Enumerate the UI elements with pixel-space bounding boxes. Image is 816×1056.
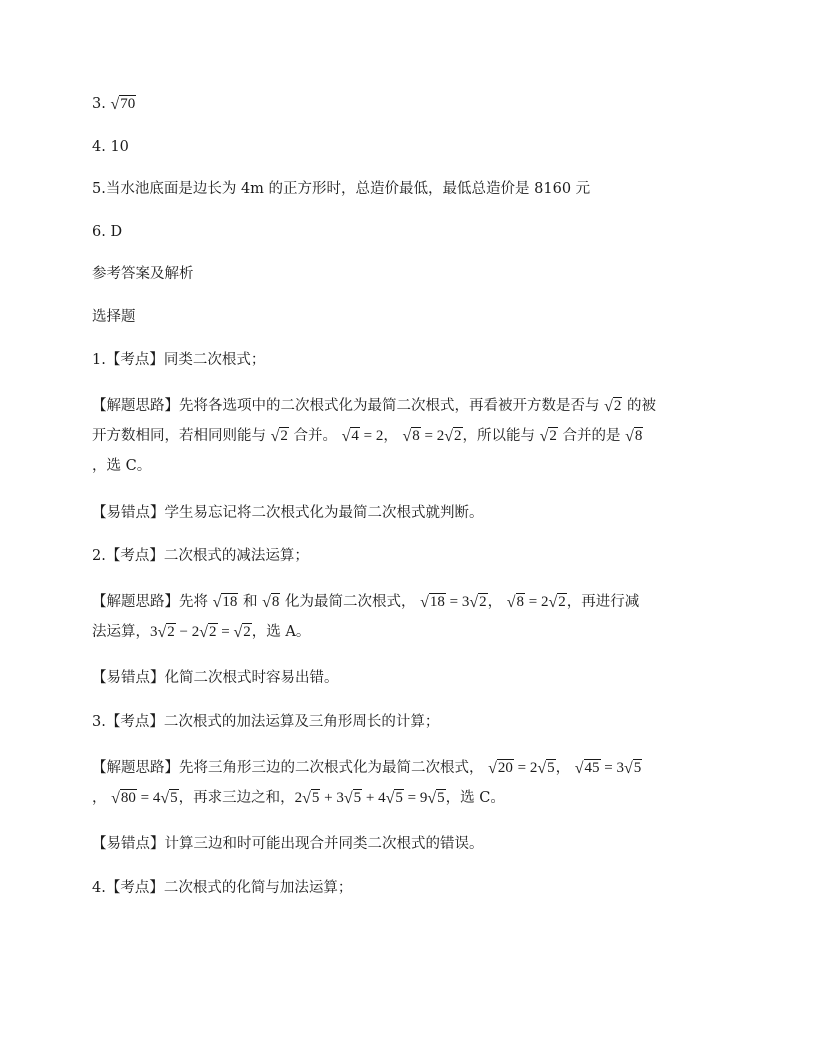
equation: 3√2 − 2√2 = √2 xyxy=(150,624,251,641)
answer-number: 3. xyxy=(92,96,106,112)
equation: √18 = 3√2 xyxy=(420,594,487,611)
item-3-explain-line-1: 【解题思路】先将三角形三边的二次根式化为最简二次根式， √20 = 2√5， √45 = 3√5 xyxy=(92,760,642,777)
answer-text: 10 xyxy=(110,139,129,155)
answer-text: D xyxy=(110,224,123,240)
sqrt-expression: √70 xyxy=(110,96,136,113)
answer-5: 5.当水池底面是边长为 4m 的正方形时，总造价最低，最低总造价是 8160 元 xyxy=(92,181,591,197)
answer-4: 4. 10 xyxy=(92,139,129,155)
item-2-head: 2.【考点】二次根式的减法运算； xyxy=(92,548,309,564)
equation: 2√5 + 3√5 + 4√5 = 9√5 xyxy=(294,790,445,807)
sqrt-expression: √2 xyxy=(604,398,622,415)
item-1-head: 1.【考点】同类二次根式； xyxy=(92,352,266,368)
subsection-title: 选择题 xyxy=(92,309,136,325)
equation: √4 = 2 xyxy=(341,428,384,445)
item-3-explain-line-2: ， √80 = 4√5，再求三边之和，2√5 + 3√5 + 4√5 = 9√5，选 C。 xyxy=(92,790,505,807)
item-3-head: 3.【考点】二次根式的加法运算及三角形周长的计算； xyxy=(92,714,440,730)
item-1-explain-line-1: 【解题思路】先将各选项中的二次根式化为最简二次根式，再看被开方数是否与 √2 的被 xyxy=(92,398,656,415)
equation: √80 = 4√5 xyxy=(111,790,178,807)
item-2-explain-line-2: 法运算，3√2 − 2√2 = √2，选 A。 xyxy=(92,624,311,641)
item-4-head: 4.【考点】二次根式的化简与加法运算； xyxy=(92,880,353,896)
equation: √8 = 2√2 xyxy=(402,428,462,445)
answer-3 xyxy=(92,94,136,114)
item-1-explain-line-2: 开方数相同，若相同则能与 √2 合并。 √4 = 2， √8 = 2√2，所以能与 √2 合并的是 √8 xyxy=(92,428,643,445)
equation: √45 = 3√5 xyxy=(574,760,642,777)
answer-text: 当水池底面是边长为 4m 的正方形时，总造价最低，最低总造价是 8160 元 xyxy=(105,181,591,197)
section-title: 参考答案及解析 xyxy=(92,266,194,282)
item-1-mistake: 【易错点】学生易忘记将二次根式化为最简二次根式就判断。 xyxy=(92,505,484,521)
item-3-mistake: 【易错点】计算三边和时可能出现合并同类二次根式的错误。 xyxy=(92,836,484,852)
equation: √8 = 2√2 xyxy=(506,594,566,611)
item-1-explain-line-3: ，选 C。 xyxy=(92,458,152,474)
equation: √20 = 2√5 xyxy=(488,760,555,777)
item-2-mistake: 【易错点】化简二次根式时容易出错。 xyxy=(92,670,339,686)
answer-6: 6. D xyxy=(92,224,123,240)
item-2-explain-line-1: 【解题思路】先将 √18 和 √8 化为最简二次根式， √18 = 3√2， √8 = 2√2，再进行减 xyxy=(92,594,640,611)
